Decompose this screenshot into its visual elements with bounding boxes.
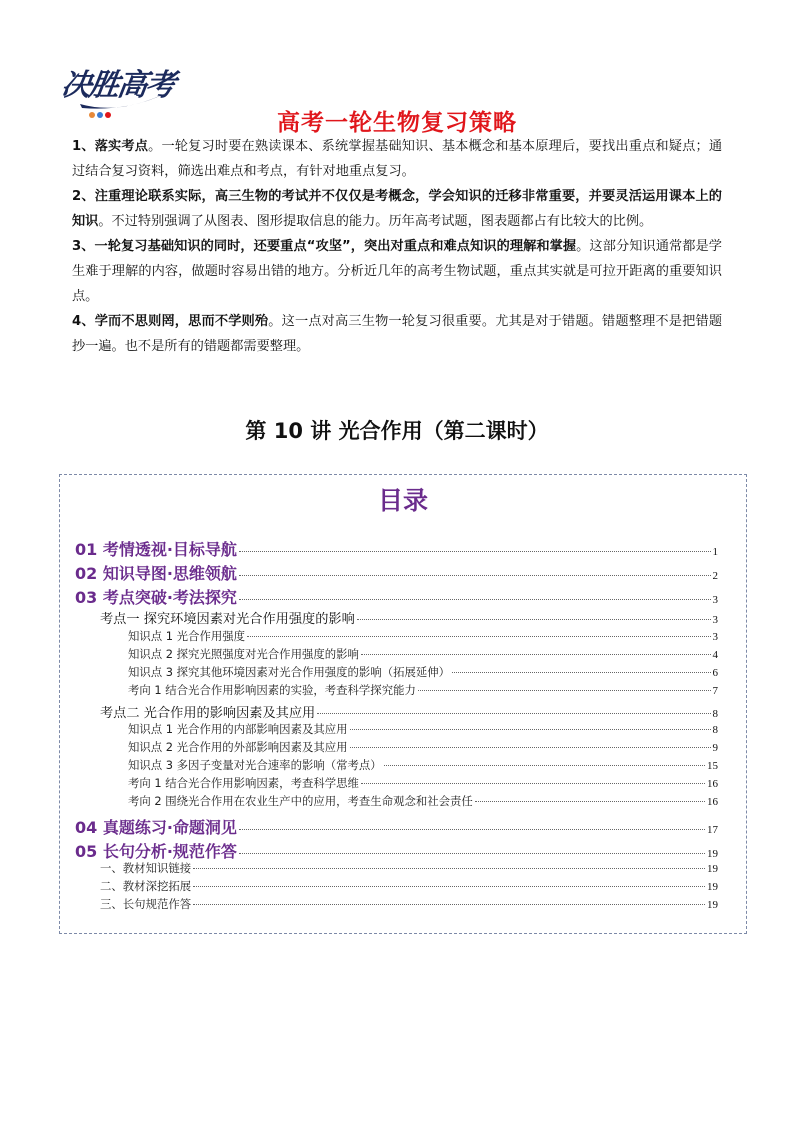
toc-page-number: 3 bbox=[712, 614, 718, 626]
toc-entry-label: 03 考点突破·考法探究 bbox=[75, 588, 237, 607]
toc-entry[interactable] bbox=[75, 815, 718, 838]
tip-text: 。一轮复习时要在熟读课本、系统掌握基础知识、基本概念和基本原理后，要找出重点和疑点；通过结合复习资料，筛选出难点和考点，有针对地重点复习。 bbox=[72, 139, 723, 179]
toc-leader-dots bbox=[193, 868, 705, 869]
toc-page-number: 8 bbox=[712, 708, 718, 720]
toc-entry-label: 考向 1 结合光合作用影响因素，考查科学思维 bbox=[128, 776, 359, 790]
toc-entry[interactable] bbox=[100, 608, 718, 627]
toc-entry[interactable] bbox=[100, 702, 718, 721]
toc-entry[interactable] bbox=[128, 628, 718, 644]
toc-entry-label: 02 知识导图·思维领航 bbox=[75, 564, 237, 583]
toc-page-number: 19 bbox=[707, 899, 718, 911]
toc-entry-label: 一、教材知识链接 bbox=[100, 861, 192, 875]
tip-number: 3、 bbox=[72, 239, 95, 254]
review-tips bbox=[72, 134, 722, 359]
toc-leader-dots bbox=[350, 729, 711, 730]
toc-leader-dots bbox=[361, 654, 711, 655]
toc-entry-label: 知识点 3 多因子变量对光合速率的影响（常考点） bbox=[128, 758, 382, 772]
toc-leader-dots bbox=[239, 575, 711, 576]
toc-entry[interactable] bbox=[128, 775, 718, 791]
toc-entry[interactable] bbox=[75, 561, 718, 584]
toc-page-number: 9 bbox=[712, 742, 718, 754]
toc-page-number: 4 bbox=[712, 649, 718, 661]
tip-highlight: 学而不思则罔，思而不学则殆 bbox=[94, 314, 269, 329]
tip-paragraph bbox=[72, 309, 722, 359]
toc-leader-dots bbox=[361, 783, 705, 784]
toc-entry-label: 04 真题练习·命题洞见 bbox=[75, 818, 237, 837]
toc-page-number: 8 bbox=[712, 724, 718, 736]
toc-entry-label: 知识点 3 探究其他环境因素对光合作用强度的影响（拓展延伸） bbox=[128, 665, 451, 679]
toc-entry-label: 知识点 1 光合作用的内部影响因素及其应用 bbox=[128, 722, 348, 736]
toc-leader-dots bbox=[317, 713, 710, 714]
toc-entry[interactable] bbox=[128, 646, 718, 662]
tip-highlight: 一轮复习基础知识的同时，还要重点“攻坚”，突出对重点和难点知识的理解和掌握 bbox=[94, 239, 577, 254]
toc-leader-dots bbox=[193, 904, 705, 905]
tip-highlight: 落实考点 bbox=[94, 139, 149, 154]
toc-leader-dots bbox=[239, 599, 711, 600]
toc-leader-dots bbox=[418, 690, 711, 691]
toc-entry-label: 考点二 光合作用的影响因素及其应用 bbox=[100, 706, 316, 721]
page-title: 高考一轮生物复习策略 bbox=[277, 110, 517, 136]
toc-page-number: 6 bbox=[712, 667, 718, 679]
tip-number: 1、 bbox=[72, 139, 95, 154]
toc-entry-label: 知识点 2 光合作用的外部影响因素及其应用 bbox=[128, 740, 348, 754]
toc-entry[interactable] bbox=[128, 739, 718, 755]
toc-entry[interactable] bbox=[75, 585, 718, 608]
toc-entry[interactable] bbox=[75, 839, 718, 862]
toc-page-number: 19 bbox=[707, 881, 718, 893]
logo-text: 决胜高考 bbox=[59, 68, 176, 103]
toc-page-number: 3 bbox=[712, 594, 718, 606]
toc-leader-dots bbox=[247, 636, 710, 637]
toc-entry[interactable] bbox=[100, 896, 718, 912]
tip-number: 2、 bbox=[72, 189, 95, 204]
tip-text: 。这一点对高三生物一轮复习很重要。尤其是对于错题。错题整理不是把错题抄一遍。也不是所有的错题都需要整理。 bbox=[72, 314, 723, 354]
tip-paragraph bbox=[72, 234, 722, 309]
toc-entry-label: 知识点 1 光合作用强度 bbox=[128, 629, 246, 643]
toc-page-number: 16 bbox=[707, 796, 718, 808]
toc-page-number: 7 bbox=[712, 685, 718, 697]
toc-entry-label: 01 考情透视·目标导航 bbox=[75, 540, 237, 559]
toc-entry[interactable] bbox=[128, 793, 718, 809]
toc-page-number: 19 bbox=[707, 848, 718, 860]
toc-leader-dots bbox=[452, 672, 710, 673]
toc-entry-label: 05 长句分析·规范作答 bbox=[75, 842, 237, 861]
lesson-title: 第 10 讲 光合作用（第二课时） bbox=[245, 419, 549, 443]
toc-page-number: 3 bbox=[712, 631, 718, 643]
toc-leader-dots bbox=[193, 886, 705, 887]
toc-entry[interactable] bbox=[100, 860, 718, 876]
toc-leader-dots bbox=[475, 801, 705, 802]
toc-title: 目录 bbox=[377, 486, 428, 515]
toc-page-number: 19 bbox=[707, 863, 718, 875]
tip-number: 4、 bbox=[72, 314, 95, 329]
tip-text: 。不过特别强调了从图表、图形提取信息的能力。历年高考试题，图表题都占有比较大的比例。 bbox=[98, 214, 653, 229]
toc-page-number: 17 bbox=[707, 824, 718, 836]
tip-text: 。这部分知识通常都是学生难于理解的内容，做题时容易出错的地方。分析近几年的高考生物试题，重点其实就是可拉开距离的重要知识点。 bbox=[72, 239, 722, 304]
toc-entry-label: 知识点 2 探究光照强度对光合作用强度的影响 bbox=[128, 647, 359, 661]
toc-page-number: 16 bbox=[707, 778, 718, 790]
toc-entry[interactable] bbox=[128, 682, 718, 698]
toc-entry-label: 考向 1 结合光合作用影响因素的实验，考查科学探究能力 bbox=[128, 683, 416, 697]
toc-page-number: 2 bbox=[712, 570, 718, 582]
toc-entry[interactable] bbox=[128, 757, 718, 773]
toc-entry-label: 考点一 探究环境因素对光合作用强度的影响 bbox=[100, 612, 355, 627]
toc-leader-dots bbox=[384, 765, 705, 766]
toc-entry[interactable] bbox=[128, 721, 718, 737]
tip-paragraph bbox=[72, 134, 722, 184]
tip-paragraph bbox=[72, 184, 722, 234]
toc-leader-dots bbox=[357, 619, 711, 620]
toc-entry[interactable] bbox=[128, 664, 718, 680]
toc-leader-dots bbox=[350, 747, 711, 748]
tip-highlight: 注重理论联系实际，高三生物的考试并不仅仅是考概念，学会知识的迁移非常重要，并要灵活运用课本上的知识 bbox=[72, 189, 722, 229]
toc-page-number: 1 bbox=[712, 546, 718, 558]
toc-page-number: 15 bbox=[707, 760, 718, 772]
toc-entry-label: 考向 2 围绕光合作用在农业生产中的应用，考查生命观念和社会责任 bbox=[128, 794, 473, 808]
toc-leader-dots bbox=[239, 551, 711, 552]
toc-entry[interactable] bbox=[100, 878, 718, 894]
toc-leader-dots bbox=[239, 853, 705, 854]
toc-entry[interactable] bbox=[75, 537, 718, 560]
toc-entry-label: 二、教材深挖拓展 bbox=[100, 879, 192, 893]
toc-entry-label: 三、长句规范作答 bbox=[100, 897, 192, 911]
toc-leader-dots bbox=[239, 829, 705, 830]
table-of-contents bbox=[59, 474, 747, 934]
